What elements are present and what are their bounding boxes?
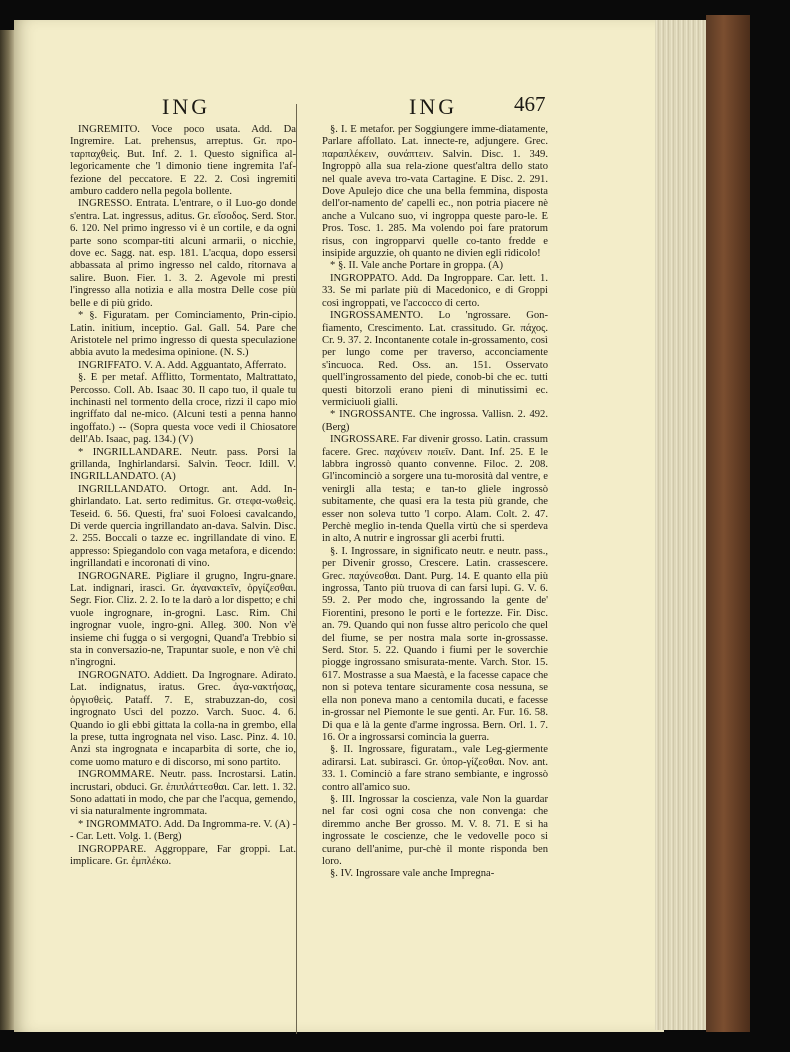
entry-ingroppare: INGROPPARE. Aggroppare, Far groppi. Lat. implicare. Gr. ἐμπλέκω. bbox=[70, 843, 296, 867]
entry-ingrommato: * INGROMMATO. Add. Da Ingromma-re. V. (A) -- Car. Lett. Volg. 1. (Berg) bbox=[70, 818, 296, 843]
entry-ingrossar-coscienza: §. III. Ingrossar la coscienza, vale Non la guardar nel far così ogni cosa che non convenga: che diremmo anche Ber grosso. M. V. 8. 71. E sì ha ingrossate le coscienze, che le vedovelle poco si curano dell'anime, pur-chè il monte risponda ben loro. bbox=[322, 793, 548, 867]
entry-ingresso: INGRESSO. Entrata. L'entrare, o il Luo-go donde s'entra. Lat. ingressus, aditus. Gr. εἴσοδος. Serd. Stor. 6. 120. Nel primo ingresso vi è un cortile, e da ogni parte sono scompar-titi alcuni armarii, o nicchie, dove ec. Sagg. nat. esp. 181. L'acqua, dopo essersi abbassata al primo ingresso nel caldo, ritornava a salire. Buon. Fier. 1. 3. 2. Agevole mi presti l'ingresso alla notizia e alla mostra Delle cose più belle e di più grido. bbox=[70, 198, 296, 309]
previous-page-edge bbox=[0, 30, 14, 1030]
entry-ingrognato: INGROGNATO. Addiett. Da Ingrognare. Adirato. Lat. indignatus, iratus. Grec. ἀγα-νακτήσας, ὀργισθεὶς. Pataff. 7. E, strabuzzan-do, così ingrognato Uscì del pozzo. Varch. Suoc. 4. 6. Quando io gli ebbi gittata la colla-na in grembo, ella la prese, tutta ingrognata nel viso. Lasc. Pinz. 4. 10. Anzi sta ingrognata e incaparbita di sorte, che io, come uomo maturo e di discorso, mi sono partito. bbox=[70, 669, 296, 768]
page-header bbox=[14, 94, 664, 124]
entry-ingremito: INGREMITO. Voce poco usata. Add. Da Ingremire. Lat. prehensus, arreptus. Gr. προ-ταρπαχθεὶς. But. Inf. 2. 1. Questo significa al-legoricamente che 'l dimonio tiene ingremita l'af-fezione del peccatore. E 22. 2. Così ingremiti amburo caddero nella pegola bollente. bbox=[70, 124, 296, 198]
right-column bbox=[322, 124, 548, 881]
entry-ingrillandare: * INGRILLANDARE. Neutr. pass. Porsi la grillanda, Inghirlandarsi. Salvin. Teocr. Idill. V. INGRILLANDATO. (A) bbox=[70, 446, 296, 483]
entry-ingrossare-neutr: §. I. Ingrossare, in significato neutr. e neutr. pass., per Divenir grosso, Crescere. Latin. crassescere. Grec. παχύνεσθαι. Dant. Purg. 14. E quanto ella più ingrossa, Tanto più truova di can farsi lupi. G. V. 6. 59. 2. Per modo che, ingrossando la gente de' Fiorentini, presono le porti e le fortezze. Fir. Disc. an. 79. Quando qui non fusse altro pericolo che quel del fiume, se per nostra mala sorte in-grossasse. Serd. Stor. 5. 22. Quando i fiumi per le soverchie piogge ingrossano smisurata-mente. Varch. Stor. 15. 617. Mostrasse a sua Maestà, e la facesse capace che non si poteva tentare sicuramente cosa nessuna, se ella non poneva mano a centomila ducati, e facesse in-grossar nel Piemonte le sue genti. Ar. Fur. 16. 58. Di qua e là la gente d'arme ingrossa. Bern. Orl. 1. 7. 16. Or a ingrossarsi comincia la guerra. bbox=[322, 545, 548, 743]
entry-ingrossante: * INGROSSANTE. Che ingrossa. Vallisn. 2. 492. (Berg) bbox=[322, 409, 548, 433]
entry-ingriffato: INGRIFFATO. V. A. Add. Agguantato, Afferrato. bbox=[78, 359, 287, 371]
entry-ingroppato: INGROPPATO. Add. Da Ingroppare. Car. lett. 1. 33. Se mi parlate più di Macedonico, e di Groppi così ingroppati, ve l'accocco di certo. bbox=[322, 272, 548, 309]
entry-ingrognare: INGROGNARE. Pigliare il grugno, Ingru-gnare. Lat. indignari, irasci. Gr. ἀγανακτεῖν, ὀργίζεσθαι. Segr. Fior. Cliz. 2. 2. Io te la darò a lor dispetto; e chi vuole ingrognare, in-grogni. Lasc. Rim. Chi ingrognar vuole, ingro-gni. Alleg. 300. Non v'è insieme chi fugga o si vergogni, Quand'a Trebbio si sta in conversazio-ne, Trapuntar suole, e non v'è chi n'ingrogni. bbox=[70, 570, 296, 669]
dictionary-page bbox=[14, 20, 664, 1032]
entry-ingrommare: INGROMMARE. Neutr. pass. Incrostarsi. Latin. incrustari, obduci. Gr. ἐπιπλάττεσθαι. Car. lett. 1. 32. Sono adattati in modo, che par che l'acqua, gemendo, vi sia naturalmente ingrommata. bbox=[70, 769, 296, 818]
book-cover bbox=[706, 15, 750, 1032]
column-divider bbox=[296, 104, 297, 1034]
entry-ingroppare-metafor: §. I. E metafor. per Soggiungere imme-diatamente, Parlare affollato. Lat. innecte-re, adjungere. Grec. παραπλέκειν, συνάπτειν. Salvin. Disc. 1. 349. Ingroppò alla sua rela-zione quest'altra dello stato nel quale aveva tro-vata Cartagine. E Disc. 2. 291. Dove Apulejo dice che una bella femmina, disposta dell'or-namento de' capelli ec., non potria piacere nè anche a Vulcano suo, vi ingroppa queste paro-le. E Pros. Tosc. 1. 285. Ma volendo poi fare pratorum risus, con ingropparvi quelle co-tanto fredde e insipide arguzzie, oh quanto ne divien egli ridicolo! bbox=[322, 124, 548, 260]
entry-ingrillandato: INGRILLANDATO. Ortogr. ant. Add. In-ghirlandato. Lat. serto redimitus. Gr. στεφα-νωθεὶς. Teseid. 6. 56. Questi, fra' suoi Foloesi cavalcando, Di verde quercia ingrillandato an-dava. Salvin. Disc. 2. 255. Boccali o tazze ec. ingrillandate di vino. E appresso: Spiegandolo con vaga metafora, e dicendo: ingrillandati e incoronati di vino. bbox=[70, 483, 296, 570]
entry-ingrossare-impregnare: §. IV. Ingrossare vale anche Impregna- bbox=[330, 868, 495, 880]
entry-ingrossamento: INGROSSAMENTO. Lo 'ngrossare. Gon-fiamento, Crescimento. Lat. crassitudo. Gr. πάχος. Cr. 9. 37. 2. Incontanente cotale in-grossamento, così per lungo come per traverso, acconciamente s'incuoca. Red. Oss. an. 151. Osservato quell'ingrossamento del piede, conob-bi che ec. tutti questi bitorzoli erano pieni di minutissimi ec. vermiciuoli gialli. bbox=[322, 310, 548, 408]
entry-ingriffato-metaf: §. E per metaf. Afflitto, Tormentato, Maltrattato, Percosso. Coll. Ab. Isaac 30. Il capo tuo, il quale tu inchinasti nel tormento della croce, rizzi il capo mio ingriffato dal ne-mico. (Alcuni testi a penna hanno ingoffato.) -- (Sopra questa voce vedi il Chiosatore dell'Ab. Isaac, pag. 134.) (V) bbox=[70, 372, 296, 446]
page-number: 467 bbox=[514, 92, 546, 116]
running-head-right: ING bbox=[409, 94, 458, 119]
entry-ingrossare: INGROSSARE. Far divenir grosso. Latin. crassum facere. Grec. παχύνειν ποιεῖν. Dant. Inf. 25. E le labbra ingrossò quanto convenne. Filoc. 2. 208. Gl'incominciò a sorgere una tu-morosità dal ventre, e venirgli alla testa; e tan-to gliele ingrossò subitamente, che quasi era la testa più grande, che esser non soleva tutto 'l corpo. Alam. Colt. 2. 47. Perchè meglio in-tenda Quella virtù che si sperdeva in alto, A nutrir e ingrossar gli acerbi frutti. bbox=[322, 434, 548, 545]
entry-ingresso-figuratam: * §. Figuratam. per Cominciamento, Prin-cipio. Latin. initium, inceptio. Gal. Gall. 54. Pare che Aristotele nel primo ingresso di questa speculazione abbia avuto la medesima opinione. (N. S.) bbox=[70, 310, 296, 359]
left-column bbox=[70, 124, 296, 868]
entry-ingroppare-groppa: * §. II. Vale anche Portare in groppa. (A) bbox=[330, 260, 504, 272]
running-head-left: ING bbox=[162, 94, 211, 119]
entry-ingrossare-figuratam: §. II. Ingrossare, figuratam., vale Leg-giermente adirarsi. Lat. subirasci. Gr. ὑπορ-γίζεσθαι. Nov. ant. 33. 1. Cominciò a fare strano sembiante, e ingrossò contro all'amico suo. bbox=[322, 744, 548, 793]
